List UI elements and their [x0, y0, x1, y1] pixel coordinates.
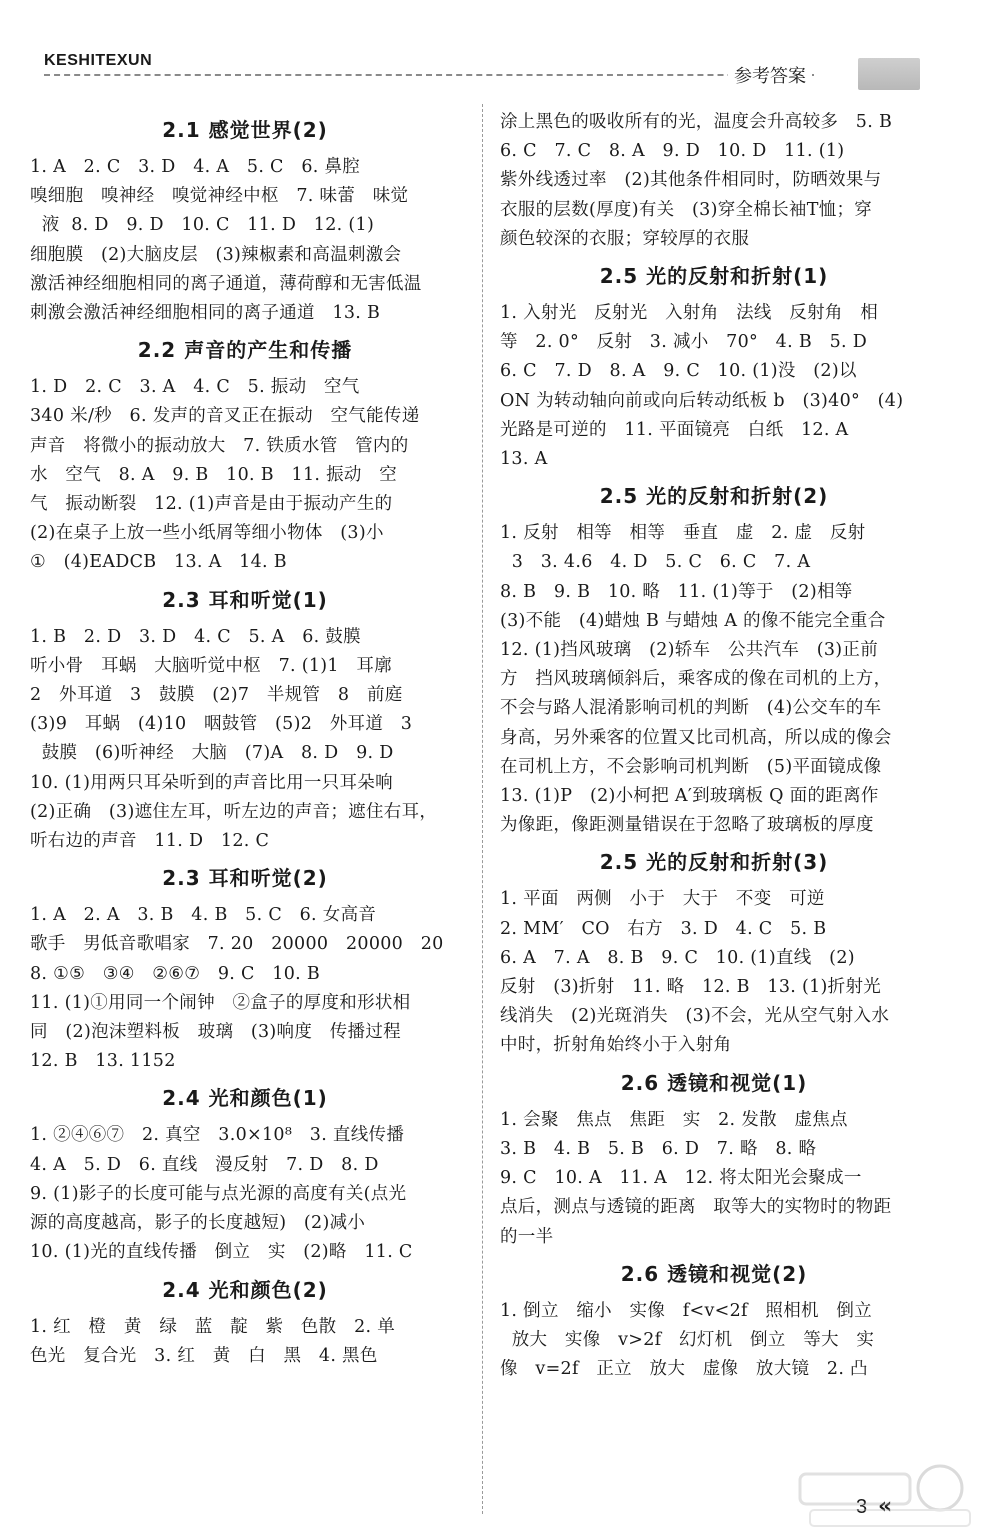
- answer-line: 13. (1)P (2)小柯把 A′到玻璃板 Q 面的距离作: [500, 786, 879, 807]
- answer-line: (3)不能 (4)蜡烛 B 与蜡烛 A 的像不能完全重合: [500, 610, 886, 631]
- answer-section: [30, 114, 460, 328]
- answer-line: (2)正确 (3)遮住左耳，听左边的声音；遮住右耳，: [30, 801, 438, 822]
- answer-line: 放大 实像 v>2f 幻灯机 倒立 等大 实: [500, 1329, 875, 1350]
- answer-line: 6. A 7. A 8. B 9. C 10. (1)直线 (2): [500, 947, 855, 968]
- section-title: 2.4 光和颜色(1): [162, 1086, 328, 1111]
- header-tab: [858, 58, 920, 90]
- answer-section: [500, 480, 928, 840]
- answer-section: [30, 1082, 460, 1267]
- answer-line: 声音 将微小的振动放大 7. 铁质水管 管内的: [30, 435, 409, 456]
- section-title: 2.5 光的反射和折射(1): [599, 264, 829, 289]
- answer-line: 光路是可逆的 11. 平面镜亮 白纸 12. A: [500, 419, 849, 440]
- answer-line: 10. (1)光的直线传播 倒立 实 (2)略 11. C: [30, 1242, 413, 1263]
- answer-line: (2)在桌子上放一些小纸屑等细小物体 (3)小: [30, 523, 384, 544]
- answer-line: 10. (1)用两只耳朵听到的声音比用一只耳朵响: [30, 772, 393, 793]
- page-header: [0, 0, 986, 100]
- answer-line: 气 振动断裂 12. (1)声音是由于振动产生的: [30, 494, 393, 515]
- answer-line: 1. B 2. D 3. D 4. C 5. A 6. 鼓膜: [30, 626, 361, 647]
- answer-line: 2 外耳道 3 鼓膜 (2)7 半规管 8 前庭: [30, 685, 403, 706]
- answer-line: 中时，折射角始终小于入射角: [500, 1035, 732, 1056]
- answer-line: 听右边的声音 11. D 12. C: [30, 831, 270, 852]
- right-column: [500, 108, 928, 1388]
- answer-line: (3)9 耳蜗 (4)10 咽鼓管 (5)2 外耳道 3: [30, 714, 413, 735]
- answer-line: 1. ②④⑥⑦ 2. 真空 3.0×10⁸ 3. 直线传播: [30, 1125, 405, 1146]
- answer-line: 1. 平面 两侧 小于 大于 不变 可逆: [500, 889, 825, 910]
- answer-line: 12. (1)挡风玻璃 (2)轿车 公共汽车 (3)正前: [500, 640, 879, 661]
- header-rule: [44, 74, 814, 76]
- section-title: 2.3 耳和听觉(2): [162, 866, 328, 891]
- answer-line: 方 挡风玻璃倾斜后，乘客成的像在司机的上方，: [500, 669, 892, 690]
- answer-line: 水 空气 8. A 9. B 10. B 11. 振动 空: [30, 464, 398, 485]
- answer-line: 不会与路人混淆影响司机的判断 (4)公交车的车: [500, 698, 882, 719]
- answer-line: 等 2. 0° 反射 3. 减小 70° 4. B 5. D: [500, 332, 868, 353]
- answer-line: 12. B 13. 1152: [30, 1051, 176, 1072]
- answer-line: 液 8. D 9. D 10. C 11. D 12. (1): [30, 215, 375, 236]
- answer-line: 3. B 4. B 5. B 6. D 7. 略 8. 略: [500, 1138, 817, 1159]
- column-divider: [482, 104, 483, 1514]
- answer-line: 1. 反射 相等 相等 垂直 虚 2. 虚 反射: [500, 523, 866, 544]
- answer-line: 6. C 7. C 8. A 9. D 10. D 11. (1): [500, 141, 845, 162]
- answer-line: 像 v=2f 正立 放大 虚像 放大镜 2. 凸: [500, 1359, 868, 1380]
- answer-line: 6. C 7. D 8. A 9. C 10. (1)没 (2)以: [500, 361, 857, 382]
- answer-line: 同 (2)泡沫塑料板 玻璃 (3)响度 传播过程: [30, 1022, 401, 1043]
- answer-line: 听小骨 耳蜗 大脑听觉中枢 7. (1)1 耳廓: [30, 655, 393, 676]
- answer-line: 嗅细胞 嗅神经 嗅觉神经中枢 7. 味蕾 味觉: [30, 186, 409, 207]
- answer-section: [500, 1258, 928, 1385]
- answer-line: 颜色较深的衣服；穿较厚的衣服: [500, 228, 750, 249]
- answer-line: 衣服的层数(厚度)有关 (3)穿全棉长袖T恤；穿: [500, 199, 873, 220]
- section-title: 2.5 光的反射和折射(2): [599, 484, 829, 509]
- page-number: 3: [856, 1496, 868, 1518]
- answer-line: ON 为转动轴向前或向后转动纸板 b (3)40° (4): [500, 390, 904, 411]
- answer-line: 1. 会聚 焦点 焦距 实 2. 发散 虚焦点: [500, 1109, 848, 1130]
- answer-section: [30, 584, 460, 857]
- answer-line: 2. MM′ CO 右方 3. D 4. C 5. B: [500, 918, 827, 939]
- left-column: [30, 108, 460, 1375]
- answer-line: 1. D 2. C 3. A 4. C 5. 振动 空气: [30, 377, 360, 398]
- answer-line: 8. ①⑤ ③④ ②⑥⑦ 9. C 10. B: [30, 963, 321, 984]
- answer-line: 4. A 5. D 6. 直线 漫反射 7. D 8. D: [30, 1154, 379, 1175]
- answer-line: 歌手 男低音歌唱家 7. 20 20000 20000 20: [30, 934, 444, 955]
- answer-section: [30, 1274, 460, 1371]
- answer-line: 1. A 2. C 3. D 4. A 5. C 6. 鼻腔: [30, 157, 361, 177]
- answer-line: 1. A 2. A 3. B 4. B 5. C 6. 女高音: [30, 905, 377, 926]
- answer-line: 源的高度越高，影子的长度越短) (2)减小: [30, 1213, 366, 1234]
- section-title: 2.1 感觉世界(2): [162, 118, 328, 142]
- answer-line: 13. A: [500, 449, 548, 470]
- answer-line: 反射 (3)折射 11. 略 12. B 13. (1)折射光: [500, 977, 882, 998]
- answer-line: 8. B 9. B 10. 略 11. (1)等于 (2)相等: [500, 581, 853, 602]
- section-title: 2.4 光和颜色(2): [162, 1277, 328, 1302]
- answer-line: 1. 倒立 缩小 实像 f<v<2f 照相机 倒立: [500, 1300, 873, 1321]
- answer-line: 紫外线透过率 (2)其他条件相同时，防晒效果与: [500, 170, 882, 191]
- answer-line: 涂上黑色的吸收所有的光，温度会升高较多 5. B: [500, 112, 893, 132]
- page-arrow-icon: «: [878, 1494, 893, 1519]
- answer-line: 的一半: [500, 1226, 554, 1247]
- answer-line: 线消失 (2)光斑消失 (3)不会，光从空气射入水: [500, 1006, 890, 1027]
- answer-section: [30, 862, 460, 1076]
- answer-line: 色光 复合光 3. 红 黄 白 黑 4. 黑色: [30, 1345, 378, 1366]
- answer-line: 11. (1)①用同一个闹钟 ②盒子的厚度和形状相: [30, 992, 411, 1013]
- answer-section: [500, 1067, 928, 1252]
- brand-text: KESHITEXUN: [44, 52, 153, 69]
- answer-line: 身高，另外乘客的位置又比司机高，所以成的像会: [500, 727, 892, 748]
- answer-line: 激活神经细胞相同的离子通道，薄荷醇和无害低温: [30, 273, 422, 294]
- answer-line: 3 3. 4.6 4. D 5. C 6. C 7. A: [500, 552, 811, 573]
- answer-line: 9. (1)影子的长度可能与点光源的高度有关(点光: [30, 1183, 407, 1204]
- answer-section: [500, 108, 928, 254]
- section-title: 2.5 光的反射和折射(3): [599, 850, 829, 875]
- answer-section: [500, 846, 928, 1060]
- answer-line: 细胞膜 (2)大脑皮层 (3)辣椒素和高温刺激会: [30, 244, 402, 265]
- answer-line: 为像距，像距测量错误在于忽略了玻璃板的厚度: [500, 815, 874, 836]
- answer-line: 1. 入射光 反射光 入射角 法线 反射角 相: [500, 303, 879, 324]
- answer-line: ① (4)EADCB 13. A 14. B: [30, 552, 287, 573]
- answer-line: 刺激会激活神经细胞相同的离子通道 13. B: [30, 303, 381, 324]
- answer-section: [500, 260, 928, 474]
- section-title: 2.6 透镜和视觉(1): [620, 1070, 808, 1095]
- answer-line: 点后，测点与透镜的距离 取等大的实物时的物距: [500, 1197, 892, 1218]
- watermark-logo: [790, 1460, 980, 1532]
- section-title: 2.3 耳和听觉(1): [162, 587, 328, 612]
- answer-line: 340 米/秒 6. 发声的音叉正在振动 空气能传递: [30, 406, 420, 427]
- answer-line: 鼓膜 (6)听神经 大脑 (7)A 8. D 9. D: [30, 743, 394, 764]
- answer-section: [30, 334, 460, 577]
- answer-line: 9. C 10. A 11. A 12. 将太阳光会聚成一: [500, 1168, 862, 1189]
- section-title: 2.6 透镜和视觉(2): [620, 1261, 808, 1286]
- section-title: 2.2 声音的产生和传播: [137, 338, 353, 363]
- answer-line: 在司机上方，不会影响司机判断 (5)平面镜成像: [500, 756, 882, 777]
- header-label: 参考答案: [728, 62, 812, 88]
- answer-line: 1. 红 橙 黄 绿 蓝 靛 紫 色散 2. 单: [30, 1316, 396, 1337]
